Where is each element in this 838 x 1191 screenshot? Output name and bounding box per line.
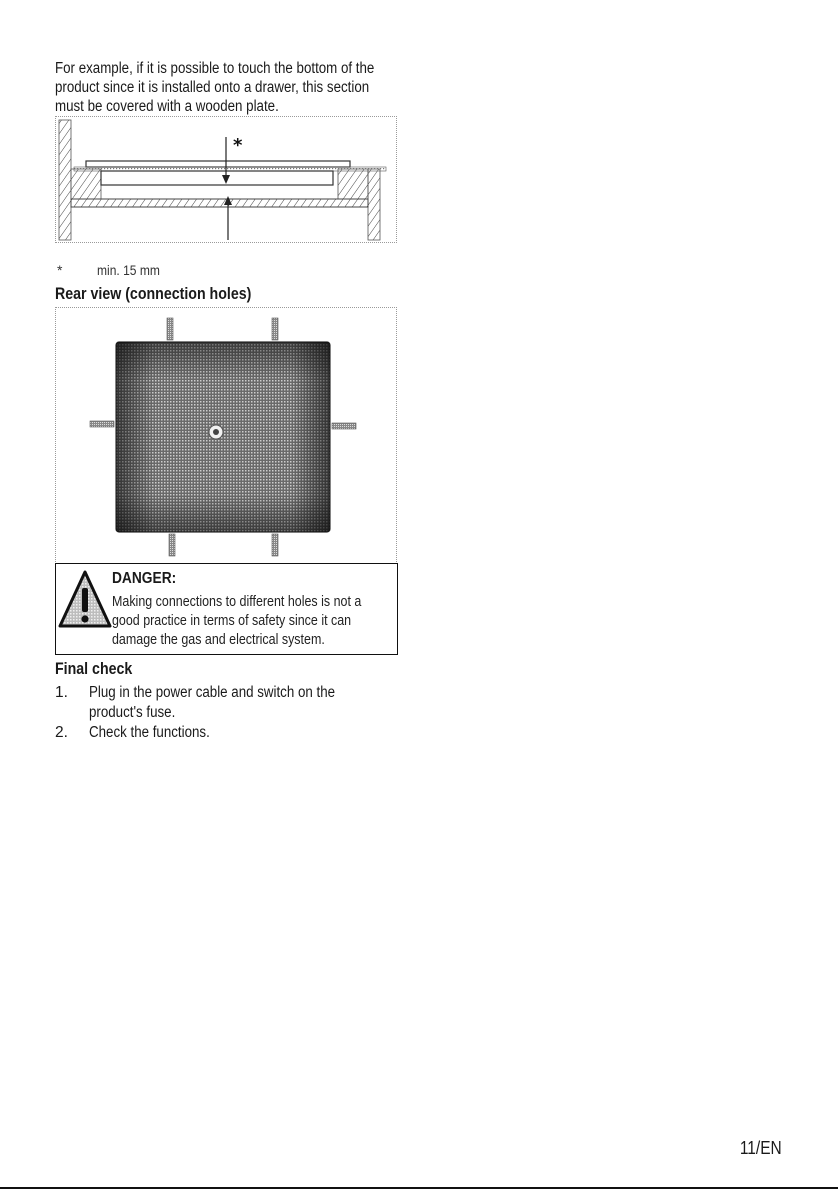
drawer-installation-figure bbox=[55, 116, 397, 243]
step-text: product's fuse. bbox=[89, 704, 176, 721]
step-text: Plug in the power cable and switch on the bbox=[89, 684, 336, 701]
danger-title: DANGER: bbox=[112, 570, 177, 587]
final-check-heading: Final check bbox=[55, 660, 133, 678]
intro-paragraph bbox=[55, 59, 415, 116]
danger-warning-box bbox=[55, 563, 398, 655]
measure-marker: * bbox=[233, 135, 243, 156]
page-bottom-rule bbox=[0, 1187, 838, 1189]
rear-view-figure bbox=[55, 307, 397, 564]
danger-text-line: good practice in terms of safety since it can bbox=[112, 613, 352, 629]
danger-text-line: Making connections to different holes is not a bbox=[112, 594, 362, 610]
step-number: 1. bbox=[55, 684, 68, 701]
page-number: 11/EN bbox=[740, 1138, 782, 1158]
danger-text-line: damage the gas and electrical system. bbox=[112, 632, 325, 648]
step-text: Check the functions. bbox=[89, 724, 210, 741]
step-number: 2. bbox=[55, 724, 68, 741]
rear-view-heading: Rear view (connection holes) bbox=[55, 285, 252, 303]
intro-line: For example, if it is possible to touch the bottom of the bbox=[55, 60, 375, 77]
warning-triangle-icon bbox=[58, 568, 112, 630]
footnote-text: min. 15 mm bbox=[97, 262, 160, 278]
intro-line: product since it is installed onto a drawer, this section bbox=[55, 79, 370, 96]
intro-line: must be covered with a wooden plate. bbox=[55, 98, 279, 115]
footnote-marker: * bbox=[57, 262, 63, 278]
